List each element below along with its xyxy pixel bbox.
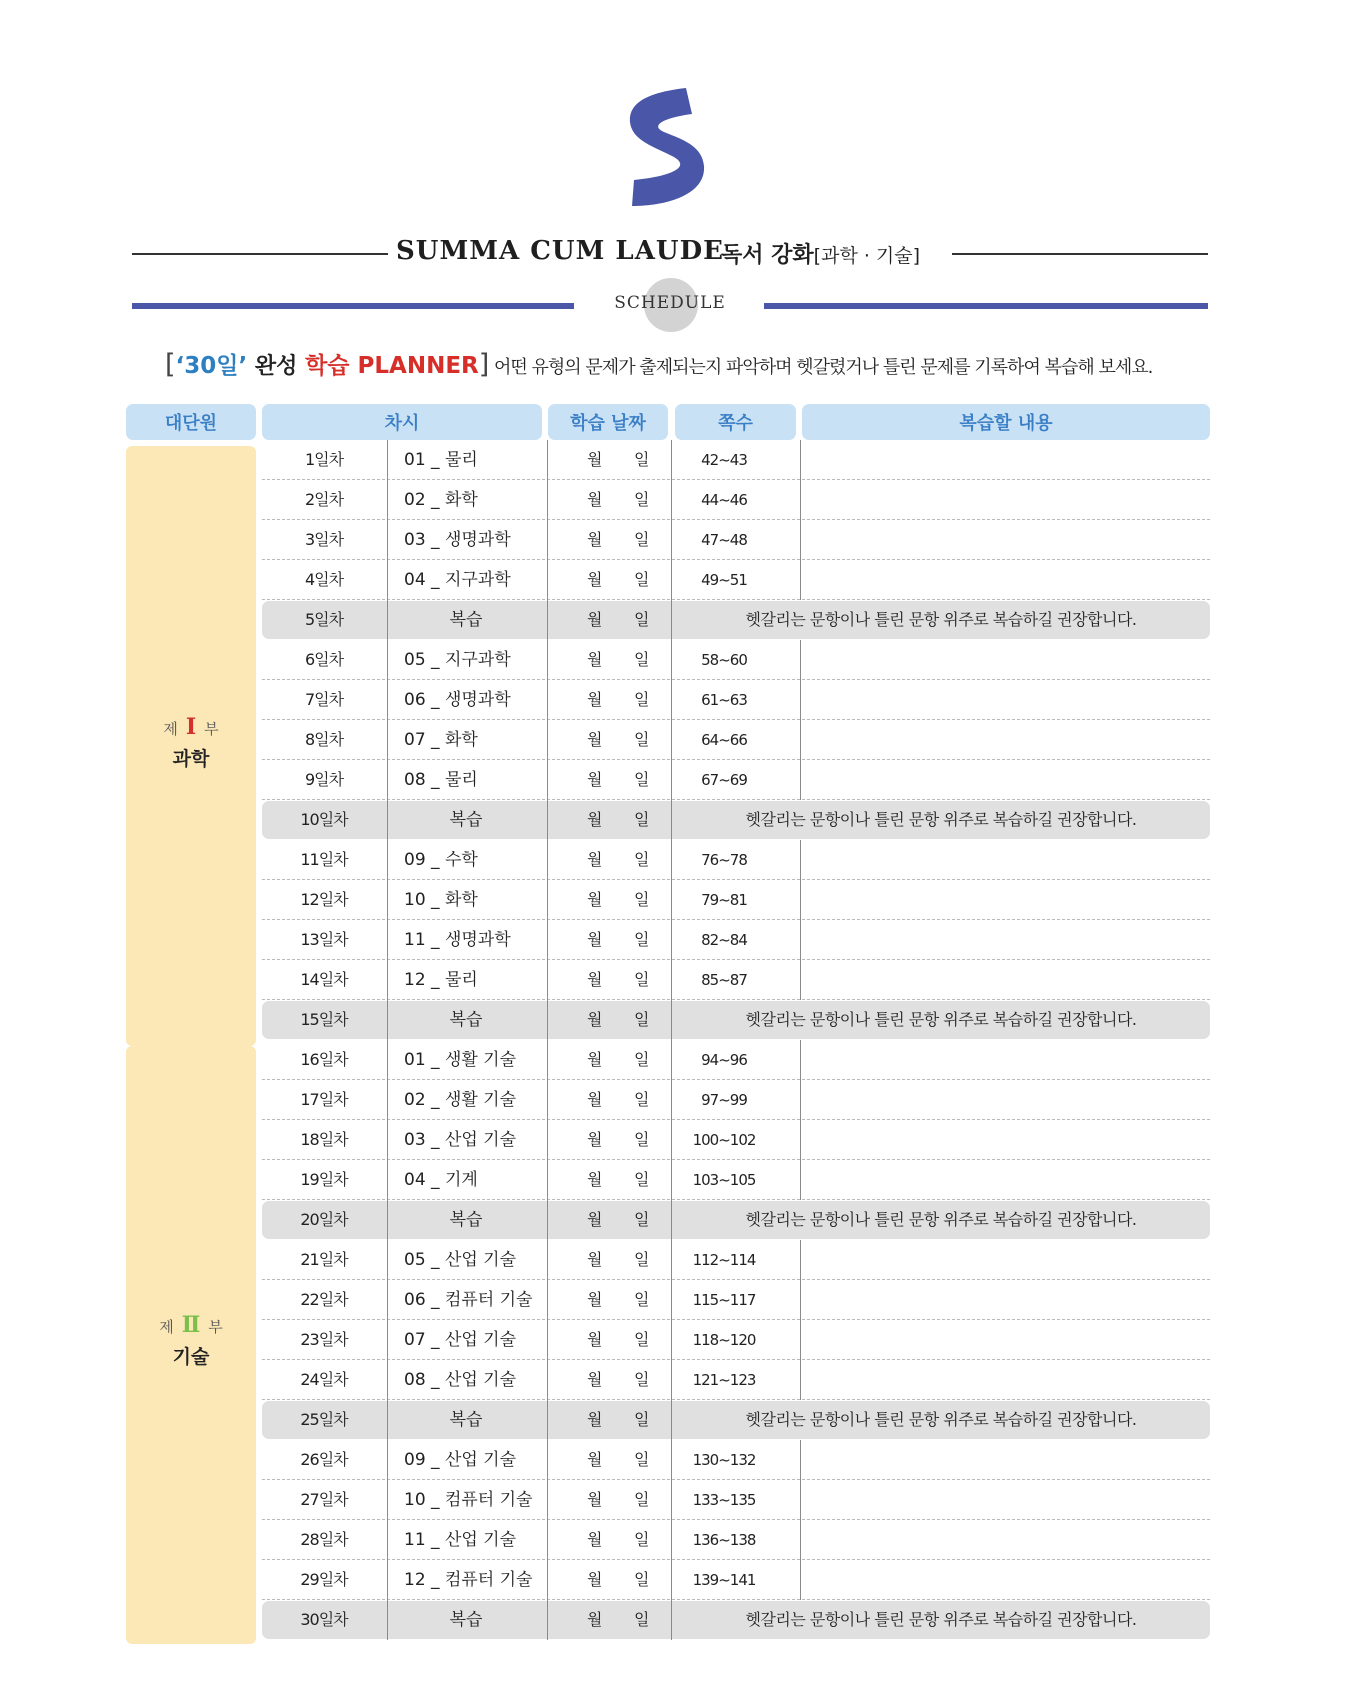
schedule-row <box>262 560 1210 600</box>
day-cell: 11일차 <box>300 850 348 869</box>
review-note: 헷갈리는 문항이나 틀린 문항 위주로 복습하길 권장합니다. <box>745 1610 1137 1629</box>
column-divider <box>800 960 801 1000</box>
schedule-row <box>262 1080 1210 1120</box>
column-divider <box>800 1440 801 1480</box>
part-technology <box>126 1046 256 1644</box>
part-suffix: 부 <box>208 1318 223 1336</box>
column-divider <box>671 440 672 1640</box>
summa-logo-icon <box>610 84 718 218</box>
pages-cell: 136~138 <box>692 1531 756 1549</box>
unit-cell: 11 _ 생명과학 <box>404 930 511 950</box>
subject-title <box>721 238 920 269</box>
column-divider <box>547 440 548 1640</box>
schedule-row <box>262 720 1210 760</box>
month-label[interactable]: 월 <box>587 850 603 869</box>
title-rule-right <box>952 253 1208 255</box>
column-divider <box>800 480 801 520</box>
day-label[interactable]: 일 <box>634 450 650 469</box>
day-cell: 28일차 <box>300 1530 348 1549</box>
schedule-table <box>262 440 1210 1640</box>
header-session: 차시 <box>262 404 542 440</box>
month-label[interactable]: 월 <box>587 1570 603 1589</box>
title-row <box>132 236 1208 270</box>
month-label[interactable]: 월 <box>587 1490 603 1509</box>
part-prefix: 제 <box>163 720 178 738</box>
month-label[interactable]: 월 <box>587 1010 603 1029</box>
schedule-row <box>262 1560 1210 1600</box>
schedule-row <box>262 680 1210 720</box>
schedule-row <box>262 960 1210 1000</box>
pages-cell: 133~135 <box>692 1491 756 1509</box>
pages-cell: 97~99 <box>701 1091 747 1109</box>
intro-description: 어떤 유형의 문제가 출제되는지 파악하며 헷갈렸거나 틀린 문제를 기록하여 복습해 보세요. <box>489 357 1153 378</box>
month-label[interactable]: 월 <box>587 450 603 469</box>
schedule-banner <box>132 284 1208 334</box>
review-note: 헷갈리는 문항이나 틀린 문항 위주로 복습하길 권장합니다. <box>745 610 1137 629</box>
column-divider <box>800 1280 801 1320</box>
unit-cell: 01 _ 물리 <box>404 450 478 470</box>
day-cell: 12일차 <box>300 890 348 909</box>
pages-cell: 115~117 <box>692 1291 756 1309</box>
day-cell: 16일차 <box>300 1050 348 1069</box>
column-divider <box>800 1040 801 1080</box>
month-label[interactable]: 월 <box>587 930 603 949</box>
column-divider <box>800 1320 801 1360</box>
day-label[interactable]: 일 <box>634 730 650 749</box>
day-label[interactable]: 일 <box>634 810 650 829</box>
schedule-row <box>262 1240 1210 1280</box>
schedule-row <box>262 1520 1210 1560</box>
unit-cell: 10 _ 컴퓨터 기술 <box>404 1490 533 1510</box>
unit-cell: 08 _ 물리 <box>404 770 478 790</box>
column-divider <box>800 1520 801 1560</box>
day-label[interactable]: 일 <box>634 1250 650 1269</box>
day-label[interactable]: 일 <box>634 770 650 789</box>
schedule-row <box>262 1040 1210 1080</box>
day-label[interactable]: 일 <box>634 1010 650 1029</box>
title-rule-left <box>132 253 388 255</box>
unit-cell: 06 _ 생명과학 <box>404 690 511 710</box>
day-cell: 5일차 <box>304 610 344 629</box>
schedule-row <box>262 1320 1210 1360</box>
intro-days: ‘30일’ <box>175 353 248 379</box>
header-review: 복습할 내용 <box>802 404 1210 440</box>
unit-cell: 03 _ 산업 기술 <box>404 1130 517 1150</box>
day-cell: 21일차 <box>300 1250 348 1269</box>
pages-cell: 47~48 <box>701 531 747 549</box>
month-label[interactable]: 월 <box>587 810 603 829</box>
schedule-row <box>262 920 1210 960</box>
schedule-row <box>262 1160 1210 1200</box>
review-row <box>262 800 1210 840</box>
month-label[interactable]: 월 <box>587 1290 603 1309</box>
day-label[interactable]: 일 <box>634 1090 650 1109</box>
part-roman: Ⅰ <box>185 714 197 740</box>
day-label[interactable]: 일 <box>634 1450 650 1469</box>
unit-cell: 복습 <box>449 610 483 630</box>
part-name: 기술 <box>172 1346 210 1368</box>
review-note: 헷갈리는 문항이나 틀린 문항 위주로 복습하길 권장합니다. <box>745 1010 1137 1029</box>
schedule-label: SCHEDULE <box>614 293 726 313</box>
day-cell: 20일차 <box>300 1210 348 1229</box>
column-divider <box>800 1360 801 1400</box>
day-cell: 10일차 <box>300 810 348 829</box>
pages-cell: 82~84 <box>701 931 747 949</box>
pages-cell: 76~78 <box>701 851 747 869</box>
subject-name: 독서 강화 <box>721 243 814 268</box>
month-label[interactable]: 월 <box>587 1450 603 1469</box>
subject-tag: [과학 · 기술] <box>813 245 921 267</box>
unit-cell: 09 _ 산업 기술 <box>404 1450 517 1470</box>
day-cell: 14일차 <box>300 970 348 989</box>
pages-cell: 121~123 <box>692 1371 756 1389</box>
month-label[interactable]: 월 <box>587 1530 603 1549</box>
unit-cell: 04 _ 지구과학 <box>404 570 511 590</box>
month-label[interactable]: 월 <box>587 690 603 709</box>
day-label[interactable]: 일 <box>634 890 650 909</box>
day-cell: 13일차 <box>300 930 348 949</box>
day-cell: 19일차 <box>300 1170 348 1189</box>
unit-cell: 10 _ 화학 <box>404 890 478 910</box>
day-cell: 27일차 <box>300 1490 348 1509</box>
review-row <box>262 600 1210 640</box>
review-row <box>262 1000 1210 1040</box>
header-date: 학습 날짜 <box>548 404 668 440</box>
month-label[interactable]: 월 <box>587 650 603 669</box>
day-cell: 18일차 <box>300 1130 348 1149</box>
pages-cell: 79~81 <box>701 891 747 909</box>
schedule-row <box>262 1360 1210 1400</box>
column-divider <box>800 560 801 600</box>
review-note: 헷갈리는 문항이나 틀린 문항 위주로 복습하길 권장합니다. <box>745 1410 1137 1429</box>
planner-intro <box>165 347 1225 380</box>
day-label[interactable]: 일 <box>634 1050 650 1069</box>
day-label[interactable]: 일 <box>634 970 650 989</box>
unit-cell: 03 _ 생명과학 <box>404 530 511 550</box>
schedule-row <box>262 1120 1210 1160</box>
pages-cell: 130~132 <box>692 1451 756 1469</box>
unit-cell: 05 _ 지구과학 <box>404 650 511 670</box>
pages-cell: 67~69 <box>701 771 747 789</box>
day-cell: 9일차 <box>304 770 344 789</box>
column-divider <box>800 1080 801 1120</box>
day-label[interactable]: 일 <box>634 1490 650 1509</box>
day-cell: 17일차 <box>300 1090 348 1109</box>
day-label[interactable]: 일 <box>634 570 650 589</box>
month-label[interactable]: 월 <box>587 890 603 909</box>
column-divider <box>800 1480 801 1520</box>
schedule-bar-right <box>764 303 1208 309</box>
unit-cell: 11 _ 산업 기술 <box>404 1530 517 1550</box>
intro-bracket-open: [ <box>165 349 176 380</box>
day-label[interactable]: 일 <box>634 1170 650 1189</box>
unit-cell: 07 _ 산업 기술 <box>404 1330 517 1350</box>
month-label[interactable]: 월 <box>587 770 603 789</box>
day-label[interactable]: 일 <box>634 1330 650 1349</box>
schedule-row <box>262 440 1210 480</box>
month-label[interactable]: 월 <box>587 1610 603 1629</box>
unit-cell: 04 _ 기계 <box>404 1170 478 1190</box>
brand-title: SUMMA CUM LAUDE <box>396 236 724 266</box>
pages-cell: 44~46 <box>701 491 747 509</box>
part-science-label <box>126 714 256 771</box>
day-label[interactable]: 일 <box>634 1370 650 1389</box>
day-label[interactable]: 일 <box>634 1610 650 1629</box>
column-divider <box>800 640 801 680</box>
day-label[interactable]: 일 <box>634 1210 650 1229</box>
part-science <box>126 446 256 1046</box>
header-unit: 대단원 <box>126 404 256 440</box>
unit-cell: 06 _ 컴퓨터 기술 <box>404 1290 533 1310</box>
day-cell: 24일차 <box>300 1370 348 1389</box>
day-cell: 23일차 <box>300 1330 348 1349</box>
unit-cell: 12 _ 컴퓨터 기술 <box>404 1570 533 1590</box>
unit-cell: 05 _ 산업 기술 <box>404 1250 517 1270</box>
pages-cell: 100~102 <box>692 1131 756 1149</box>
month-label[interactable]: 월 <box>587 490 603 509</box>
review-row <box>262 1200 1210 1240</box>
month-label[interactable]: 월 <box>587 610 603 629</box>
column-divider <box>800 440 801 480</box>
part-roman: Ⅱ <box>181 1312 201 1338</box>
month-label[interactable]: 월 <box>587 1370 603 1389</box>
unit-cell: 복습 <box>449 1410 483 1430</box>
day-label[interactable]: 일 <box>634 1530 650 1549</box>
schedule-row <box>262 1440 1210 1480</box>
day-label[interactable]: 일 <box>634 850 650 869</box>
day-cell: 29일차 <box>300 1570 348 1589</box>
review-row <box>262 1600 1210 1640</box>
day-label[interactable]: 일 <box>634 1290 650 1309</box>
day-label[interactable]: 일 <box>634 930 650 949</box>
day-label[interactable]: 일 <box>634 1130 650 1149</box>
pages-cell: 58~60 <box>701 651 747 669</box>
day-cell: 1일차 <box>304 450 344 469</box>
pages-cell: 112~114 <box>692 1251 756 1269</box>
part-technology-label <box>126 1312 256 1369</box>
schedule-row <box>262 840 1210 880</box>
pages-cell: 94~96 <box>701 1051 747 1069</box>
unit-cell: 복습 <box>449 810 483 830</box>
column-divider <box>800 1120 801 1160</box>
month-label[interactable]: 월 <box>587 730 603 749</box>
month-label[interactable]: 월 <box>587 1250 603 1269</box>
day-label[interactable]: 일 <box>634 1410 650 1429</box>
pages-cell: 139~141 <box>692 1571 756 1589</box>
month-label[interactable]: 월 <box>587 1090 603 1109</box>
day-cell: 8일차 <box>304 730 344 749</box>
day-cell: 30일차 <box>300 1610 348 1629</box>
unit-cell: 02 _ 생활 기술 <box>404 1090 517 1110</box>
schedule-row <box>262 480 1210 520</box>
column-divider <box>800 1560 801 1600</box>
pages-cell: 42~43 <box>701 451 747 469</box>
review-note: 헷갈리는 문항이나 틀린 문항 위주로 복습하길 권장합니다. <box>745 810 1137 829</box>
month-label[interactable]: 월 <box>587 1130 603 1149</box>
unit-cell: 09 _ 수학 <box>404 850 478 870</box>
column-divider <box>800 920 801 960</box>
day-label[interactable]: 일 <box>634 1570 650 1589</box>
schedule-row <box>262 520 1210 560</box>
column-divider <box>800 840 801 880</box>
month-label[interactable]: 월 <box>587 570 603 589</box>
unit-cell: 복습 <box>449 1210 483 1230</box>
day-label[interactable]: 일 <box>634 490 650 509</box>
unit-cell: 02 _ 화학 <box>404 490 478 510</box>
column-divider <box>800 680 801 720</box>
unit-cell: 08 _ 산업 기술 <box>404 1370 517 1390</box>
day-cell: 2일차 <box>304 490 344 509</box>
unit-cell: 12 _ 물리 <box>404 970 478 990</box>
part-name: 과학 <box>172 748 210 770</box>
schedule-row <box>262 760 1210 800</box>
pages-cell: 49~51 <box>701 571 747 589</box>
day-cell: 15일차 <box>300 1010 348 1029</box>
day-cell: 3일차 <box>304 530 344 549</box>
day-cell: 25일차 <box>300 1410 348 1429</box>
column-divider <box>800 1240 801 1280</box>
day-label[interactable]: 일 <box>634 610 650 629</box>
pages-cell: 118~120 <box>692 1331 756 1349</box>
intro-bracket-close: ] <box>478 349 490 380</box>
unit-cell: 07 _ 화학 <box>404 730 478 750</box>
intro-done: 완성 <box>247 354 306 379</box>
unit-cell: 복습 <box>449 1610 483 1630</box>
unit-cell: 복습 <box>449 1010 483 1030</box>
schedule-row <box>262 640 1210 680</box>
month-label[interactable]: 월 <box>587 1210 603 1229</box>
schedule-bar-left <box>132 303 574 309</box>
column-divider <box>800 1160 801 1200</box>
unit-cell: 01 _ 생활 기술 <box>404 1050 517 1070</box>
month-label[interactable]: 월 <box>587 1410 603 1429</box>
column-divider <box>800 760 801 800</box>
day-cell: 6일차 <box>304 650 344 669</box>
pages-cell: 61~63 <box>701 691 747 709</box>
header-pages: 쪽수 <box>675 404 796 440</box>
pages-cell: 64~66 <box>701 731 747 749</box>
column-divider <box>800 720 801 760</box>
schedule-row <box>262 1480 1210 1520</box>
month-label[interactable]: 월 <box>587 970 603 989</box>
day-cell: 4일차 <box>304 570 344 589</box>
column-divider <box>800 520 801 560</box>
day-cell: 26일차 <box>300 1450 348 1469</box>
month-label[interactable]: 월 <box>587 530 603 549</box>
review-note: 헷갈리는 문항이나 틀린 문항 위주로 복습하길 권장합니다. <box>745 1210 1137 1229</box>
column-divider <box>800 880 801 920</box>
column-divider <box>387 440 388 1640</box>
schedule-row <box>262 1280 1210 1320</box>
part-suffix: 부 <box>204 720 219 738</box>
schedule-row <box>262 880 1210 920</box>
day-label[interactable]: 일 <box>634 530 650 549</box>
part-prefix: 제 <box>159 1318 174 1336</box>
month-label[interactable]: 월 <box>587 1170 603 1189</box>
day-label[interactable]: 일 <box>634 690 650 709</box>
day-cell: 7일차 <box>304 690 344 709</box>
month-label[interactable]: 월 <box>587 1330 603 1349</box>
pages-cell: 103~105 <box>692 1171 756 1189</box>
month-label[interactable]: 월 <box>587 1050 603 1069</box>
review-row <box>262 1400 1210 1440</box>
pages-cell: 85~87 <box>701 971 747 989</box>
day-label[interactable]: 일 <box>634 650 650 669</box>
intro-planner: 학습 PLANNER <box>305 353 479 379</box>
day-cell: 22일차 <box>300 1290 348 1309</box>
